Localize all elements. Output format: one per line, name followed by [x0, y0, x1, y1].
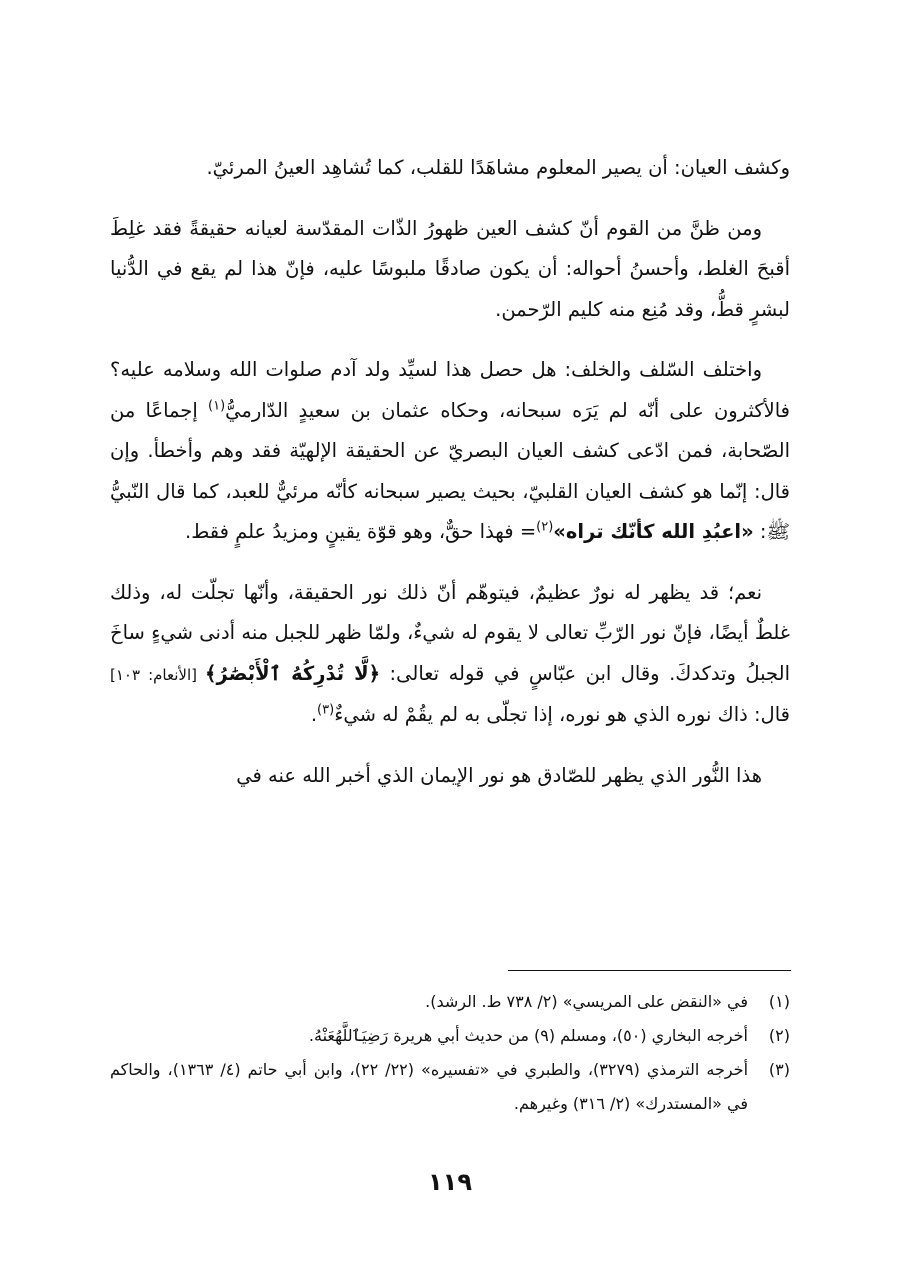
footnote-number: (٣)	[768, 1060, 790, 1079]
verse-reference: [الأنعام: ١٠٣]	[110, 665, 206, 684]
paragraph-3	[110, 350, 790, 553]
paragraph-3-part-b: إجماعًا من الصّحابة، فمن ادّعى كشف العيان البصريّ عن الحقيقة الإلهيّة فقد وهم وأخطأ. وإن قال: إنّما هو كشف العيان القلبيّ، بحيث يصير سبحانه كأنّه مرئيٌّ للعبد، كما قال النّبيُّ ﷺ:	[110, 398, 790, 543]
footnote-3	[110, 1053, 790, 1121]
footnote-text: أخرجه الترمذي (٣٢٧٩)، والطبري في «تفسيره» (٢٢/ ٢٢)، وابن أبي حاتم (٤/ ١٣٦٣)، والحاكم في «المستدرك» (٢/ ٣١٦) وغيرهم.	[110, 1060, 749, 1113]
footnote-number: (١)	[768, 992, 790, 1011]
paragraph-5: هذا النُّور الذي يظهر للصّادق هو نور الإيمان الذي أخبر الله عنه في	[236, 763, 762, 787]
paragraph-3-part-c: = فهذا حقٌّ، وهو قوّة يقينٍ ومزيدُ علمٍ فقط.	[185, 520, 537, 543]
paragraph-1: وكشف العيان: أن يصير المعلوم مشاهَدًا للقلب، كما تُشاهِد العينُ المرئيّ.	[206, 156, 790, 179]
hadith-quote: «اعبُدِ الله كأنّك تراه»	[553, 520, 754, 543]
paragraph-3-part-a: واختلف السّلف والخلف: هل حصل هذا لسيِّد ولد آدم صلوات الله وسلامه عليه؟ فالأكثرون على أنّه لم يَرَه سبحانه، وحكاه عثمان بن سعيدٍ الدّارميُّ	[110, 358, 790, 422]
footnote-text: أخرجه البخاري (٥٠)، ومسلم (٩) من حديث أبي هريرة رَضِيَٱللَّهُعَنْهُ.	[308, 1026, 748, 1045]
footnote-separator	[508, 970, 791, 971]
footnote-ref-3[interactable]: (٣)	[317, 702, 335, 718]
footnote-number: (٢)	[768, 1026, 790, 1045]
footnote-2	[110, 1019, 790, 1053]
page-number: ١١٩	[428, 1168, 472, 1196]
paragraph-4-part-b: قال: ذاك نوره الذي هو نوره، إذا تجلّى به لم يقُمْ له شيءٌ	[334, 703, 790, 726]
paragraph-4-part-a: نعم؛ قد يظهر له نورٌ عظيمٌ، فيتوهّم أنّ ذلك نور الحقيقة، وأنّها تجلّت له، وذلك غلطٌ أيضًا، فإنّ نور الرّبِّ تعالى لا يقوم له شيءٌ، ولمّا ظهر للجبل منه أدنى شيءٍ ساخَ الجبلُ وتدكدكَ. وقال ابن عبّاسٍ في قوله تعالى:	[110, 580, 791, 685]
main-text	[110, 148, 790, 816]
footnotes	[110, 985, 790, 1121]
footnote-text: في «النقض على المريسي» (٢/ ٧٣٨ ط. الرشد).	[425, 992, 748, 1011]
footnote-ref-1[interactable]: (١)	[208, 398, 226, 413]
quran-verse: ﴿لَّا تُدْرِكُهُ ٱلْأَبْصَٰرُ﴾	[205, 661, 381, 685]
paragraph-2: ومن ظنَّ من القوم أنّ كشف العين ظهورُ الذّات المقدّسة لعيانه حقيقةً فقد غلِطَ أقبحَ الغلط، وأحسنُ أحواله: أن يكون صادقًا ملبوسًا عليه، فإنّ هذا لم يقع في الدُّنيا لبشرٍ قطُّ، وقد مُنِع منه كليم الرّحمن.	[110, 216, 790, 321]
paragraph-4-part-c: .	[310, 703, 318, 726]
footnote-1	[110, 985, 790, 1019]
footnote-ref-2[interactable]: (٢)	[536, 519, 554, 535]
paragraph-4	[110, 573, 790, 736]
